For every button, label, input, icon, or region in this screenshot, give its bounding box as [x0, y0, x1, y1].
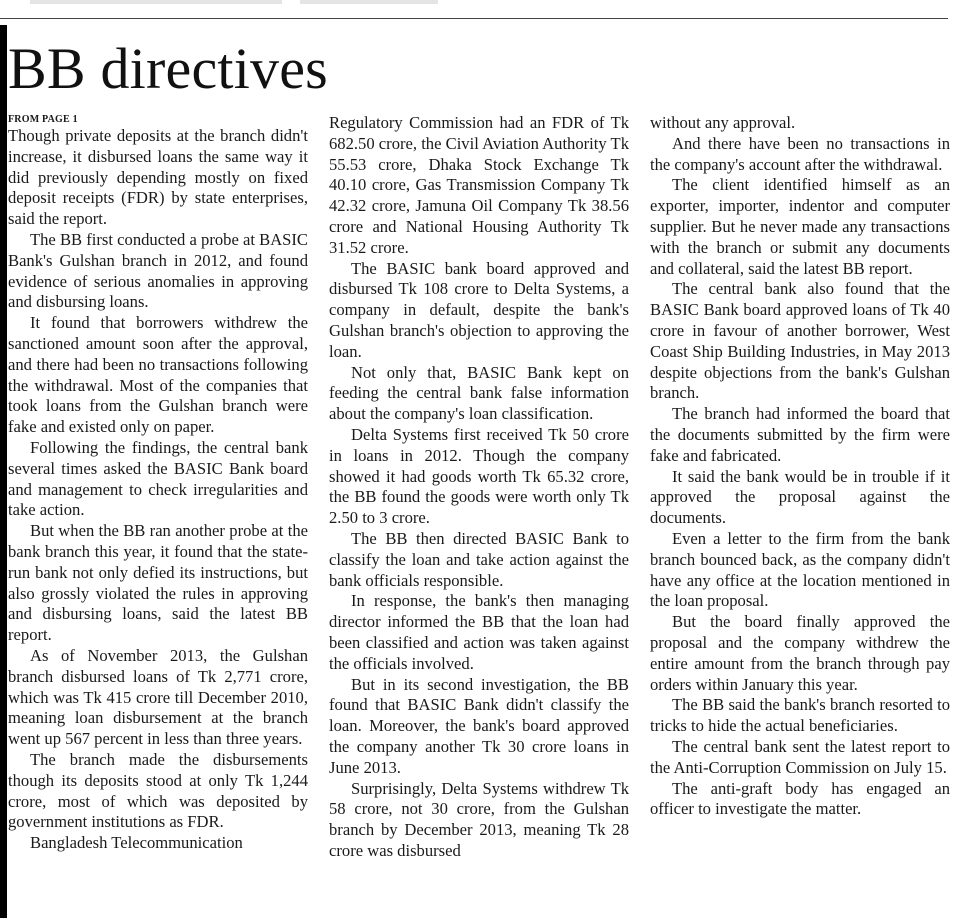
- paragraph: In response, the bank's then managing director informed the BB that the loan had been classified and action was taken against the officials involved.: [329, 591, 629, 673]
- paragraph: Surprisingly, Delta Systems withdrew Tk 58 crore, not 30 crore, from the Gulshan branch by December 2013, meaning Tk 28 crore was disbursed: [329, 778, 629, 860]
- paragraph: And there have been no transactions in the company's account after the withdrawal.: [650, 133, 950, 174]
- paragraph: But in its second investigation, the BB found that BASIC Bank didn't classify the loan. Moreover, the bank's board approved the company another Tk 30 crore loans in June 2013.: [329, 674, 629, 777]
- paragraph: Though private deposits at the branch didn't increase, it disbursed loans the same way it did previously depending mostly on fixed deposit receipts (FDR) by state enterprises, said the report.: [8, 126, 308, 229]
- paragraph: Bangladesh Telecommunication: [30, 833, 243, 853]
- cropped-header-text: [30, 0, 630, 4]
- paragraph: The BB first conducted a probe at BASIC Bank's Gulshan branch in 2012, and found evidence of serious anomalies in approving and disbursing loans.: [8, 229, 308, 312]
- paragraph: The central bank sent the latest report to the Anti-Corruption Commission on July 15.: [650, 736, 950, 777]
- paragraph: As of November 2013, the Gulshan branch disbursed loans of Tk 2,771 crore, which was Tk 415 crore till December 2010, meaning loan disbursement at the branch went up 567 percent in less than three years.: [8, 645, 308, 749]
- paragraph: The client identified himself as an exporter, importer, indentor and computer supplier. But he never made any transactions with the branch or submit any documents and collateral, said the latest BB report.: [650, 175, 950, 278]
- paragraph: Regulatory Commission had an FDR of Tk 682.50 crore, the Civil Aviation Authority Tk 55.53 crore, Dhaka Stock Exchange Tk 40.10 crore, Gas Transmission Company Tk 42.32 crore, Jamuna Oil Company Tk 38.56 crore and National Housing Authority Tk 31.52 crore.: [329, 113, 629, 257]
- article-column-2: [329, 113, 629, 918]
- paragraph: But when the BB ran another probe at the bank branch this year, it found that the state-run bank not only defied its instructions, but also grossly violated the rules in approving and disbursing loans, said the latest BB report.: [8, 521, 308, 645]
- paragraph: Not only that, BASIC Bank kept on feeding the central bank false information about the company's loan classification.: [329, 362, 629, 424]
- from-page-label: FROM PAGE 1: [8, 114, 78, 125]
- paragraph: It found that borrowers withdrew the sanctioned amount soon after the approval, and there had been no transactions following the withdrawal. Most of the companies that took loans from the Gulshan branch were fake and existed only on paper.: [8, 313, 308, 437]
- paragraph: Delta Systems first received Tk 50 crore in loans in 2012. Though the company showed it had goods worth Tk 65.32 crore, the BB found the goods were worth only Tk 2.50 to 3 crore.: [329, 424, 629, 528]
- paragraph: Following the findings, the central bank several times asked the BASIC Bank board and management to check irregularities and take action.: [8, 437, 308, 520]
- left-edge-bar: [0, 25, 7, 918]
- article-column-3: [650, 113, 950, 918]
- paragraph: Even a letter to the firm from the bank branch bounced back, as the company didn't have any office at the location mentioned in the loan proposal.: [650, 528, 950, 611]
- paragraph: The central bank also found that the BASIC Bank board approved loans of Tk 40 crore in favour of another borrower, West Coast Ship Building Industries, in May 2013 despite objections from the bank's Gulshan branch.: [650, 279, 950, 403]
- paragraph: It said the bank would be in trouble if it approved the proposal against the documents.: [650, 466, 950, 528]
- paragraph: The anti-graft body has engaged an officer to investigate the matter.: [650, 778, 950, 819]
- paragraph: The BASIC bank board approved and disbursed Tk 108 crore to Delta Systems, a company in default, despite the bank's Gulshan branch's objection to approving the loan.: [329, 258, 629, 361]
- paragraph: without any approval.: [650, 113, 796, 132]
- headline: BB directives: [8, 36, 328, 101]
- paragraph: The branch had informed the board that the documents submitted by the firm were fake and fabricated.: [650, 404, 950, 465]
- paragraph: But the board finally approved the proposal and the company withdrew the entire amount from the branch through pay orders within January this year.: [650, 612, 950, 694]
- top-rule: [0, 0, 948, 19]
- article-column-1: [8, 113, 308, 918]
- paragraph: The BB said the bank's branch resorted to tricks to hide the actual beneficiaries.: [650, 695, 950, 736]
- paragraph: The branch made the disbursements though its deposits stood at only Tk 1,244 crore, most of which was deposited by government institutions as FDR.: [8, 749, 308, 832]
- paragraph: The BB then directed BASIC Bank to classify the loan and take action against the bank officials responsible.: [329, 528, 629, 590]
